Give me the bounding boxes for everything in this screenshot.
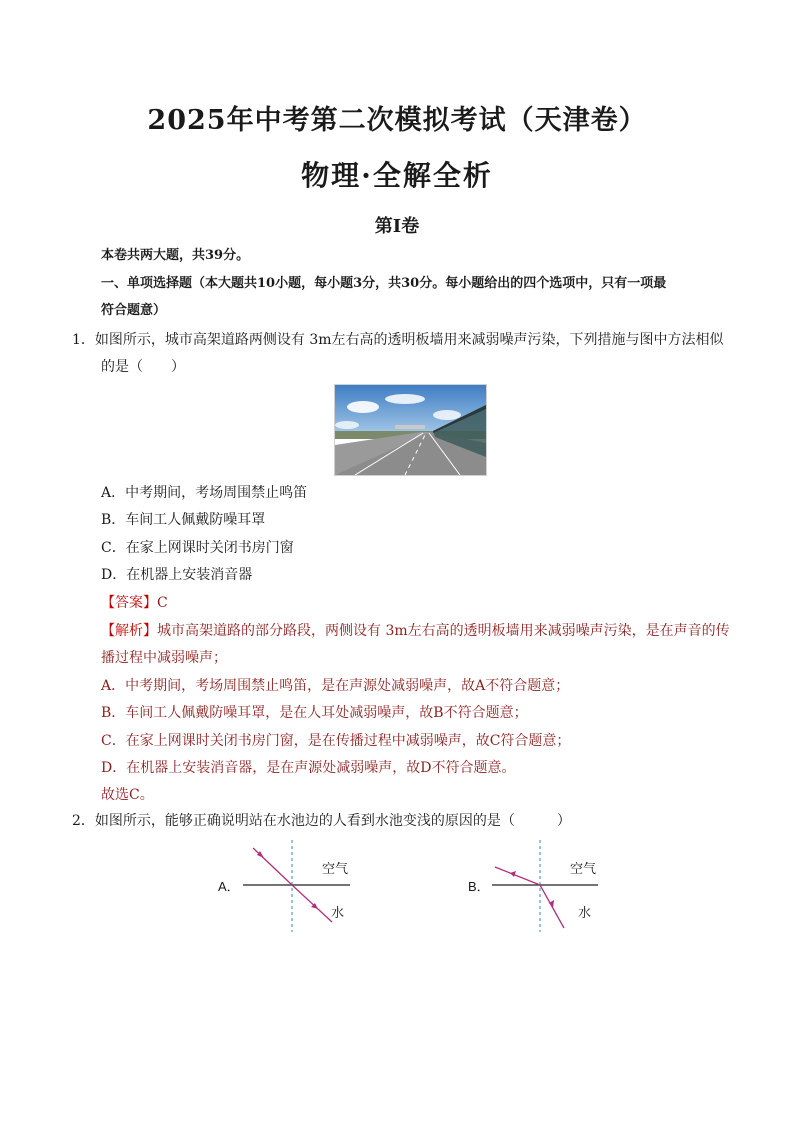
page-subtitle: 物理·全解全析 xyxy=(301,159,493,192)
page-title: 2025年中考第二次模拟考试（天津卷） xyxy=(147,105,647,136)
q2-figure-b-water: 水 xyxy=(578,905,592,920)
q1-analysis-d: D．在机器上安装消音器，是在声源处减弱噪声，故D不符合题意。 xyxy=(101,760,516,776)
part-heading-line1: 一、单项选择题（本大题共10小题，每小题3分，共30分。每小题给出的四个选项中，只有一项最 xyxy=(101,276,667,291)
q1-option-c: C．在家上网课时关闭书房门窗 xyxy=(101,540,294,556)
q1-stem-line1: 1．如图所示，城市高架道路两侧设有 3m左右高的透明板墙用来减弱噪声污染，下列措施与图中方法相似 xyxy=(72,332,724,348)
q1-option-b: B．车间工人佩戴防噪耳罩 xyxy=(101,512,266,528)
q2-figure-b-label: B． xyxy=(468,879,490,894)
q1-option-a: A．中考期间，考场周围禁止鸣笛 xyxy=(101,485,308,501)
q2-figure-b-diagram xyxy=(490,840,610,935)
q1-analysis-line1 xyxy=(101,621,730,641)
q1-option-d: D．在机器上安装消音器 xyxy=(101,567,253,583)
answer-value: C xyxy=(157,595,168,611)
q2-figure-a-label: A． xyxy=(218,879,240,894)
highway-noise-barrier-photo xyxy=(334,384,487,476)
section-heading: 第Ⅰ卷 xyxy=(374,216,420,237)
answer-tag: 【答案】 xyxy=(101,595,157,611)
q1-analysis-b: B．车间工人佩戴防噪耳罩，是在人耳处减弱噪声，故B不符合题意； xyxy=(101,705,528,721)
refracted-ray xyxy=(495,867,540,885)
q1-analysis-c: C．在家上网课时关闭书房门窗，是在传播过程中减弱噪声，故C符合题意； xyxy=(101,733,571,749)
q2-figure-a-water: 水 xyxy=(331,905,345,920)
q1-analysis-a: A．中考期间，考场周围禁止鸣笛，是在声源处减弱噪声，故A不符合题意； xyxy=(101,678,570,694)
analysis-text: 城市高架道路的部分路段，两侧设有 3m左右高的透明板墙用来减弱噪声污染，是在声音的传 xyxy=(157,623,730,639)
q2-figure-b-air: 空气 xyxy=(570,861,597,876)
q1-answer xyxy=(101,593,168,613)
refracted-ray xyxy=(292,885,332,922)
highway-photo-illustration xyxy=(335,385,486,475)
exam-summary: 本卷共两大题，共39分。 xyxy=(101,248,250,263)
part-heading-line2: 符合题意） xyxy=(101,303,167,318)
q2-figure-a-air: 空气 xyxy=(322,861,349,876)
q1-conclusion: 故选C。 xyxy=(101,787,154,803)
analysis-tag: 【解析】 xyxy=(101,623,157,639)
q2-stem: 2．如图所示，能够正确说明站在水池边的人看到水池变浅的原因的是（ ） xyxy=(72,813,571,829)
q1-analysis-line2: 播过程中减弱噪声； xyxy=(101,650,227,666)
q1-stem-line2: 的是（ ） xyxy=(101,359,185,375)
